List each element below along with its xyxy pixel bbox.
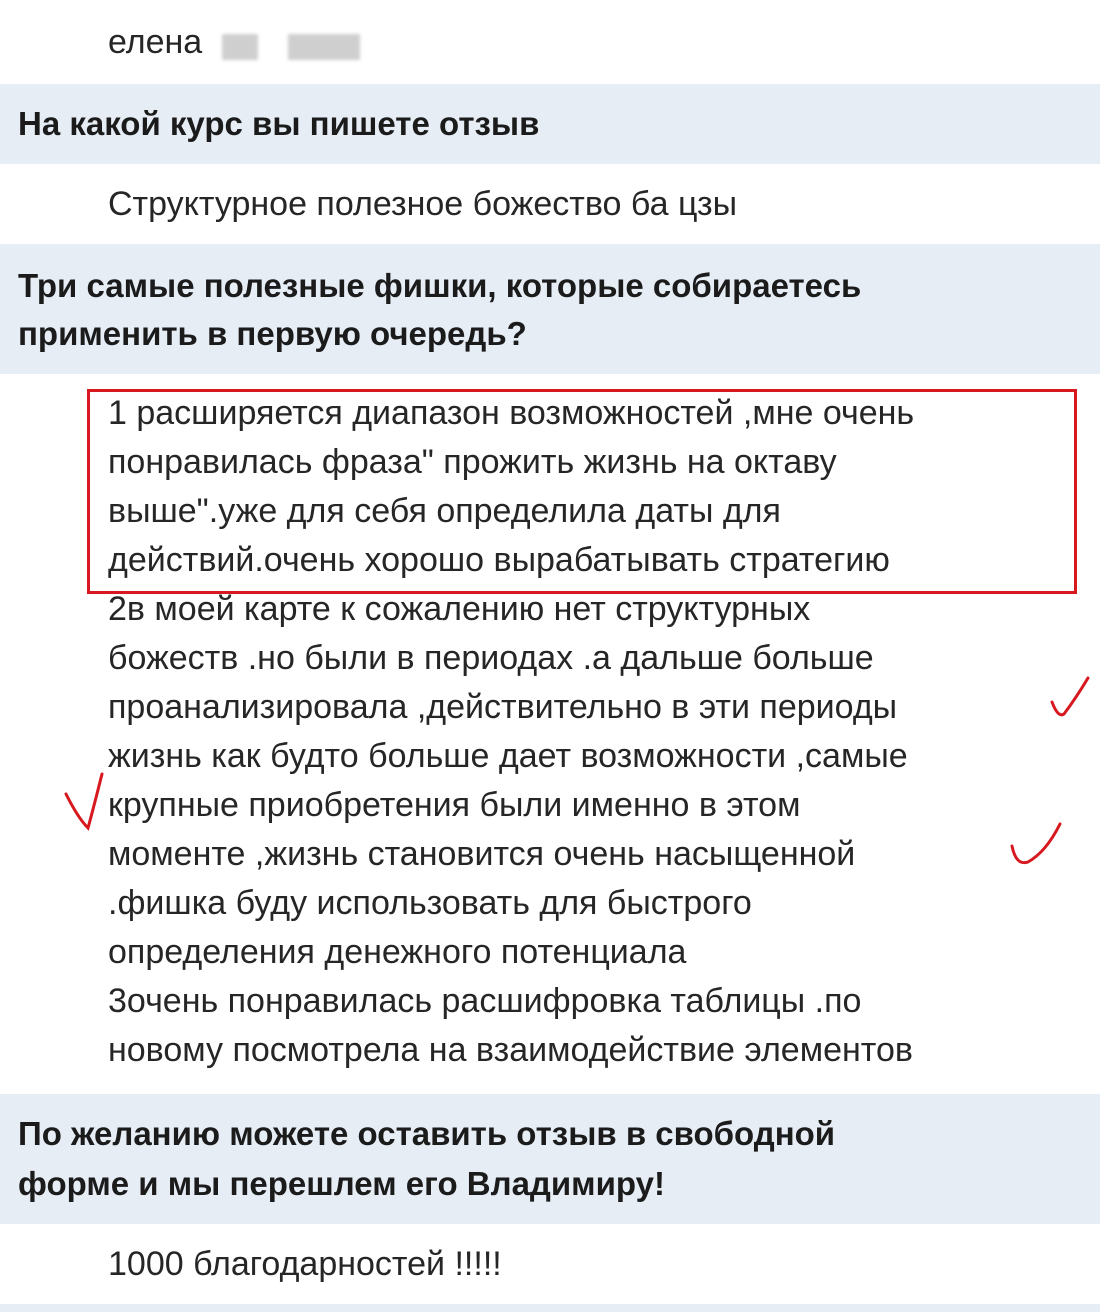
- answer-free-row: [0, 1224, 1100, 1304]
- question-free-row: [0, 1094, 1100, 1224]
- question-course-row: [0, 84, 1100, 164]
- redacted-surname: [288, 34, 360, 60]
- name-answer-row: [0, 0, 1100, 84]
- answer-tips-line: .фишка буду использовать для быстрого: [108, 884, 752, 922]
- checkmark-icon: [1006, 816, 1066, 872]
- answer-tips-line: божеств .но были в периодах .а дальше больше: [108, 639, 874, 677]
- question-course-text: На какой курс вы пишете отзыв: [18, 105, 540, 142]
- answer-course-row: [0, 164, 1100, 244]
- answer-tips-line: определения денежного потенциала: [108, 933, 687, 971]
- question-tips-line: Три самые полезные фишки, которые собираетесь: [18, 267, 862, 304]
- answer-free-text: 1000 благодарностей !!!!!: [108, 1245, 502, 1283]
- answer-tips-line: 2в моей карте к сожалению нет структурных: [108, 590, 811, 628]
- question-free-line: форме и мы перешлем его Владимиру!: [18, 1165, 665, 1202]
- question-free-line: По желанию можете оставить отзыв в свободной: [18, 1115, 836, 1152]
- answer-tips-line: выше".уже для себя определила даты для: [108, 492, 781, 530]
- redacted-surname: [222, 34, 258, 60]
- checkmark-icon: [58, 766, 110, 836]
- bottom-strip: [0, 1304, 1100, 1312]
- answer-tips-line: моменте ,жизнь становится очень насыщенной: [108, 835, 856, 873]
- answer-tips-line: крупные приобретения были именно в этом: [108, 786, 801, 824]
- answer-tips-line: 1 расширяется диапазон возможностей ,мне очень: [108, 394, 915, 432]
- answer-tips-line: жизнь как будто больше дает возможности ,самые: [108, 737, 908, 775]
- name-answer-text: елена: [108, 23, 203, 61]
- answer-tips-line: 3очень понравилась расшифровка таблицы .по: [108, 982, 862, 1020]
- checkmark-icon: [1046, 668, 1094, 724]
- answer-tips-line: новому посмотрела на взаимодействие элементов: [108, 1031, 913, 1069]
- question-tips-row: [0, 244, 1100, 374]
- question-tips-line: применить в первую очередь?: [18, 315, 527, 352]
- answer-tips-line: понравилась фраза" прожить жизнь на октаву: [108, 443, 837, 481]
- answer-course-text: Структурное полезное божество ба цзы: [108, 185, 738, 223]
- highlight-frame: [87, 389, 1077, 594]
- answer-tips-line: проанализировала ,действительно в эти периоды: [108, 688, 898, 726]
- answer-tips-line: действий.очень хорошо вырабатывать стратегию: [108, 541, 890, 579]
